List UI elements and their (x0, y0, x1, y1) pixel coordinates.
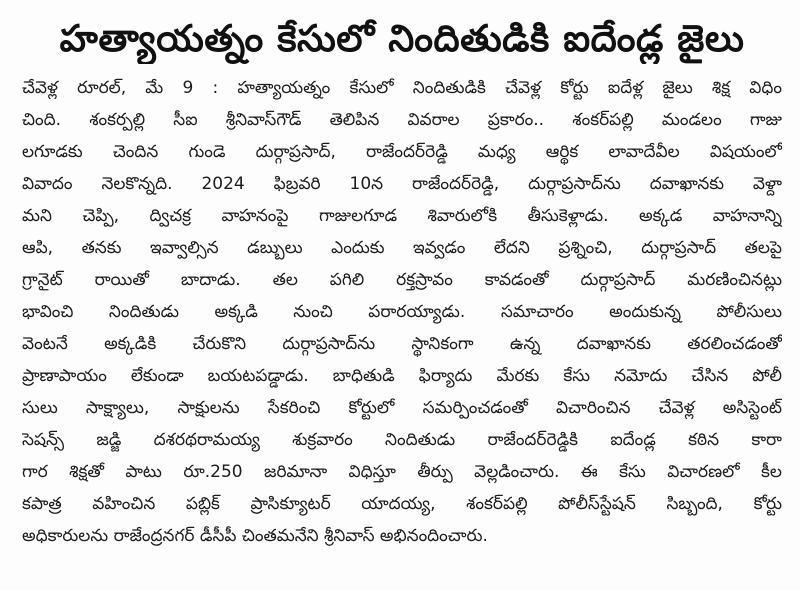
body-line: ఆపి, తనకు ఇవ్వాల్సిన డబ్బులు ఎందుకు ఇవ్వడం లేదని ప్రశ్నించి, దుర్గాప్రసాద్ తలపై (22, 238, 782, 258)
body-line: లగూడకు చెందిన గుండె దుర్గాప్రసాద్, రాజేందర్‌రెడ్డి మధ్య ఆర్థిక లావాదేవీల విషయంలో (22, 142, 782, 162)
body-line: చింది. శంకర్పల్లి సీఐ శ్రీనివాస్‌గౌడ్ తెలిపిన వివరాల ప్రకారం.. శంకర్‌పల్లి మండలం గాజు (22, 110, 782, 130)
body-line: గార శిక్షతో పాటు రూ.250 జరిమానా విధిస్తూ తీర్పు వెల్లడించారు. ఈ కేసు విచారణలో కీల (22, 462, 782, 482)
body-line: వివాదం నెలకొన్నది. 2024 ఫిబ్రవరి 10న రాజేందర్‌రెడ్డి, దుర్గాప్రసాద్‌ను దవాఖానకు వెళ్దా (22, 174, 782, 194)
body-line: అధికారులను రాజేంద్రనగర్ డీసీపీ చింతమనేని శ్రీనివాస్ అభినందించారు. (22, 526, 488, 546)
body-line: సులు సాక్ష్యాలు, సాక్షులను సేకరించి కోర్టులో సమర్పించడంతో విచారించిన చేవెళ్ల అసిస్టెంట్ (22, 398, 782, 418)
body-line: కపాత్ర వహించిన పబ్లిక్ ప్రాసిక్యూటర్ యాదయ్య, శంకర్‌పల్లి పోలీస్‌స్టేషన్ సిబ్బంది, కోర్టు (22, 494, 782, 514)
article-body (22, 72, 782, 552)
body-line: ప్రాణాపాయం లేకుండా బయటపడ్డాడు. బాధితుడి ఫిర్యాదు మేరకు కేసు నమోదు చేసిన పోలీ (22, 366, 782, 386)
body-line: మని చెప్పి, ద్విచక్ర వాహనంపై గాజులగూడ శివారులోకి తీసుకెళ్లాడు. అక్కడ వాహనాన్ని (22, 206, 782, 226)
headline: హత్యాయత్నం కేసులో నిందితుడికి ఐదేండ్ల జైలు (59, 17, 745, 60)
body-line: వెంటనే అక్కడికి చేరుకొని దుర్గాప్రసాద్‌ను స్థానికంగా ఉన్న దవాఖానకు తరలించడంతో (22, 334, 782, 354)
body-line: సెషన్స్ జడ్జి దశరథరామయ్య శుక్రవారం నిందితుడు రాజేందర్‌రెడ్డికి ఐదేండ్ల కఠిన కారా (22, 430, 782, 450)
body-line: భావించి నిందితుడు అక్కడి నుంచి పరారయ్యాడు. సమాచారం అందుకున్న పోలీసులు (22, 302, 782, 322)
body-line: చేవెళ్ల రూరల్, మే 9 : హత్యాయత్నం కేసులో నిందితుడికి చేవెళ్ల కోర్టు ఐదేళ్ల జైలు శిక్ష విధిం (22, 78, 782, 98)
body-line: గ్రానైట్ రాయితో బాదాడు. తల పగిలి రక్తస్రావం కావడంతో దుర్గాప్రసాద్ మరణించినట్లు (22, 270, 782, 290)
